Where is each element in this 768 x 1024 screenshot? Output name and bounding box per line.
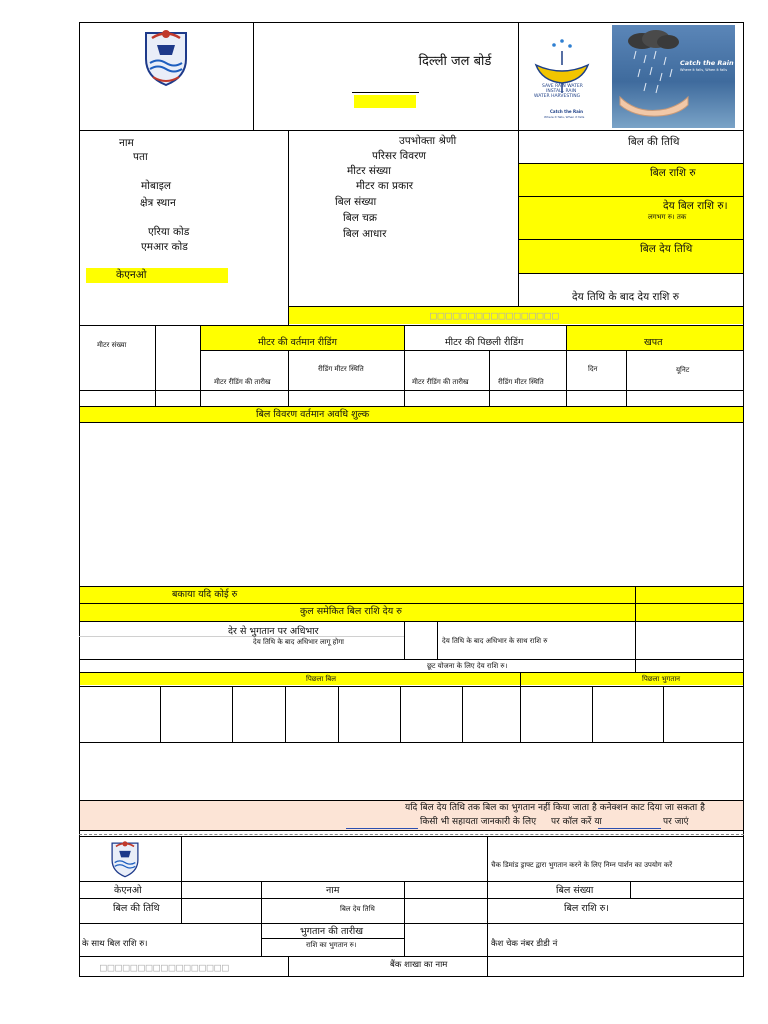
hg-v7 xyxy=(520,686,521,742)
slip-payment-date-label: भुगतान की तारीख xyxy=(300,926,363,937)
after-due-surcharge: देय तिथि के बाद अधिभार के साथ राशि रु xyxy=(442,637,548,645)
after-due-label: देय तिथि के बाद देय राशि रु xyxy=(572,291,679,303)
djb-logo-icon xyxy=(140,25,192,87)
mt-previous-date: मीटर रीडिंग की तारीख xyxy=(412,378,469,386)
notice-line-2c: पर जाएं xyxy=(663,817,689,827)
bill-date-label: बिल की तिथि xyxy=(628,136,680,148)
address-label: पता xyxy=(133,151,148,163)
total-bottom-rule xyxy=(79,621,744,622)
umbrella-line-2: INSTALL RAIN xyxy=(546,89,577,94)
bill-amount-label: बिल राशि रु xyxy=(650,167,696,179)
mt-v3 xyxy=(404,325,405,406)
history-header-rule xyxy=(79,686,744,687)
mt-v7 xyxy=(626,350,627,406)
late-bottom-rule xyxy=(79,659,744,660)
due-date-box xyxy=(519,240,743,273)
notice-line-2b: पर कॉल करें या xyxy=(551,817,602,827)
slip-amount-paid-label: राशि का भुगतान रु। xyxy=(306,941,357,949)
slip-name-label: नाम xyxy=(326,885,340,896)
mt-previous-status: रीडिंग मीटर स्थिति xyxy=(498,378,544,386)
hg-v4 xyxy=(338,686,339,742)
cupped-hands-icon xyxy=(618,91,690,117)
slip-payment-date-rule xyxy=(261,938,404,939)
slip-bill-no-label: बिल संख्या xyxy=(556,885,594,896)
slip-top-rule xyxy=(79,836,744,837)
total-label: कुल समेकित बिल राशि देय रु xyxy=(300,606,402,617)
charges-title: बिल विवरण वर्तमान अवधि शुल्क xyxy=(256,409,370,420)
name-label: नाम xyxy=(119,137,134,149)
slip-row-4-rule xyxy=(79,956,744,957)
slip-due-date-label: बिल देय तिथि xyxy=(340,905,375,913)
campaign-title: Catch the Rain xyxy=(680,59,734,67)
slip-v5 xyxy=(288,956,289,977)
header-divider-1 xyxy=(253,22,254,130)
website-blank xyxy=(598,828,661,829)
header-bottom-rule xyxy=(79,130,744,131)
hg-v8 xyxy=(592,686,593,742)
campaign-subtitle: Where it falls, When it falls xyxy=(680,68,728,72)
notice-bottom-rule xyxy=(79,830,744,831)
slip-cheque-label: कैश चेक नंबर डीडी नं xyxy=(491,939,558,949)
late-sub: देय तिथि के बाद अधिभार लागू होगा xyxy=(253,638,344,646)
cheque-note: चैक डिमांड ड्राफ्ट द्वारा भुगतान करने के लिए निम्न पार्शन का उपयोग करें xyxy=(491,861,673,869)
mt-v6 xyxy=(489,350,490,406)
hg-v5 xyxy=(400,686,401,742)
arrears-label: बकाया यदि कोई रु xyxy=(172,589,238,600)
panel-divider-1 xyxy=(288,130,289,326)
meter-no-label: मीटर संख्या xyxy=(347,165,391,177)
late-label: देर से भुगतान पर अधिभार xyxy=(228,626,319,637)
slip-bill-date-label: बिल की तिथि xyxy=(113,903,160,914)
history-split xyxy=(520,672,521,686)
slip-row-3-rule xyxy=(79,923,744,924)
org-title: दिल्ली जल बोर्ड xyxy=(418,54,492,69)
slip-row-1-rule xyxy=(79,881,744,882)
bill-basis-label: बिल आधार xyxy=(343,228,387,240)
mt-current-date: मीटर रीडिंग की तारीख xyxy=(214,378,271,386)
mt-v4 xyxy=(566,325,567,406)
kno-highlight xyxy=(86,268,228,283)
slip-kno-label: केएनओ xyxy=(114,885,142,896)
charges-header-rule xyxy=(79,422,744,423)
umbrella-footer: Catch the Rain xyxy=(550,109,584,114)
slip-djb-logo-icon xyxy=(107,838,143,878)
cut-line xyxy=(79,834,744,835)
umbrella-line-3: WATER HARVESTING xyxy=(534,94,581,99)
mt-v2 xyxy=(200,325,201,406)
hg-v1 xyxy=(160,686,161,742)
bill-cycle-label: बिल चक्र xyxy=(343,212,377,224)
premises-label: परिसर विवरण xyxy=(372,150,426,162)
due-date-label: बिल देय तिथि xyxy=(640,243,693,255)
mt-h1 xyxy=(200,350,744,351)
rebate-label: छूट योजना के लिए देय राशि रु। xyxy=(427,662,508,670)
mt-consumption: खपत xyxy=(644,337,663,348)
kno-label: केएनओ xyxy=(116,269,147,281)
helpline-blank xyxy=(346,828,418,829)
hg-v6 xyxy=(462,686,463,742)
history-prev-bill: पिछला बिल xyxy=(306,675,337,683)
slip-bank-label: बैंक शाखा का नाम xyxy=(390,960,448,970)
right-rule-4 xyxy=(518,273,744,274)
total-bg xyxy=(80,604,743,621)
slip-v3 xyxy=(404,881,405,956)
notice-line-2a: किसी भी सहायता जानकारी के लिए xyxy=(420,817,537,827)
payable-label: देय बिल राशि रु। xyxy=(663,200,728,212)
placeholder-boxes: □□□□□□□□□□□□□□□□□ xyxy=(430,309,560,322)
rain-banner xyxy=(520,25,735,128)
meter-type-label: मीटर का प्रकार xyxy=(356,180,414,192)
history-prev-payment: पिछला भुगतान xyxy=(642,675,681,683)
mt-days: दिन xyxy=(588,365,598,373)
bill-no-label: बिल संख्या xyxy=(335,196,377,208)
umbrella-footer-sub: Where it falls, When it falls xyxy=(544,115,585,119)
slip-v2 xyxy=(261,881,262,956)
bill-amount-box xyxy=(519,164,743,196)
hg-v9 xyxy=(663,686,664,742)
mt-v1 xyxy=(155,325,156,406)
mt-previous-reading: मीटर की पिछली रीडिंग xyxy=(445,337,524,348)
title-highlight-field xyxy=(354,95,416,108)
category-label: उपभोक्ता श्रेणी xyxy=(399,135,457,147)
area-code-label: एरिया कोड xyxy=(148,226,190,238)
mobile-label: मोबाइल xyxy=(141,180,171,192)
mt-current-reading: मीटर की वर्तमान रीडिंग xyxy=(258,337,337,348)
cloud-icon xyxy=(622,29,682,51)
area-label: क्षेत्र स्थान xyxy=(140,197,176,209)
header-divider-2 xyxy=(518,22,519,130)
title-underline xyxy=(352,92,419,93)
slip-logo-rule xyxy=(181,836,182,881)
charges-header-bg xyxy=(80,407,743,422)
mr-code-label: एमआर कोड xyxy=(141,241,188,253)
slip-row-2-rule xyxy=(79,898,744,899)
slip-with-amount-label: के साथ बिल राशि रु। xyxy=(82,939,148,949)
late-col-rule-1 xyxy=(404,621,405,659)
mt-current-status: रीडिंग मीटर स्थिति xyxy=(318,365,364,373)
mt-units: यूनिट xyxy=(676,366,690,374)
notice-line-1: यदि बिल देय तिथि तक बिल का भुगतान नहीं किया जाता है कनेक्शन काट दिया जा सकता है xyxy=(405,803,705,813)
hg-v2 xyxy=(232,686,233,742)
slip-placeholder-boxes: □□□□□□□□□□□□□□□□□ xyxy=(100,961,230,974)
slip-v1 xyxy=(181,881,182,923)
late-col-rule-2 xyxy=(437,621,438,659)
hg-v3 xyxy=(285,686,286,742)
approx-label: लगभग रु। तक xyxy=(648,213,687,221)
slip-bill-amount-label: बिल राशि रु। xyxy=(564,903,609,914)
history-grid-bottom xyxy=(79,742,744,743)
slip-v4 xyxy=(630,881,631,898)
mt-h2 xyxy=(79,390,744,391)
mt-meter-no: मीटर संख्या xyxy=(97,341,127,349)
mt-v5 xyxy=(288,350,289,406)
umbrella-line-1: SAVE RAIN WATER xyxy=(542,84,583,89)
